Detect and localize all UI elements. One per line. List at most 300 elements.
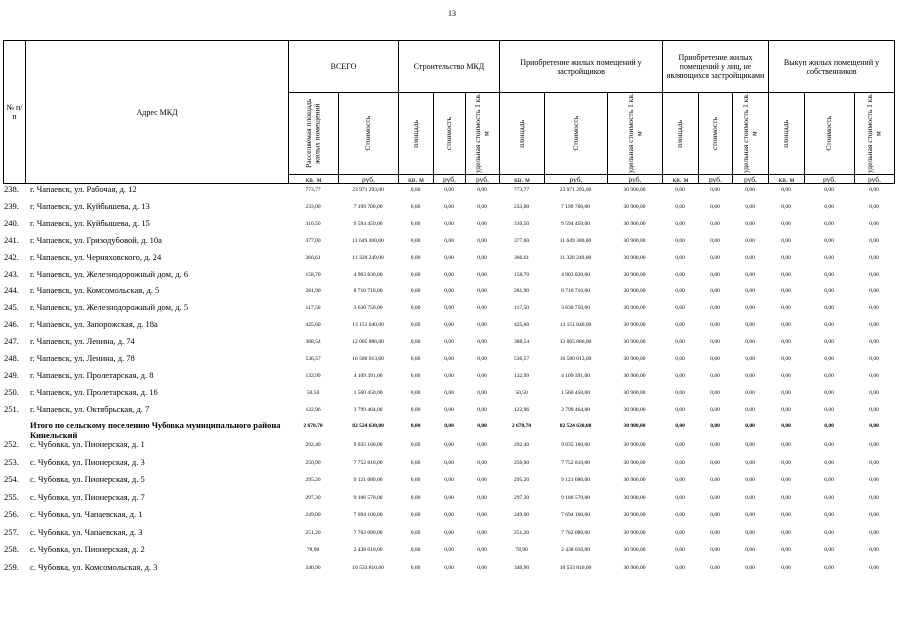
row-value: 0,00	[745, 512, 755, 518]
row-value: 251,20	[305, 529, 321, 536]
row-value: 0,00	[869, 372, 879, 379]
row-value: 0,00	[710, 254, 720, 261]
row-number: 253.	[4, 456, 19, 467]
row-value: 30 900,00	[623, 339, 646, 346]
row-value: 0,00	[824, 254, 834, 261]
row-value: 0,00	[745, 529, 755, 536]
row-address: с. Чубовка, ул. Чапаевская, д. 1	[30, 509, 143, 519]
row-value: 9 035 160,00	[353, 442, 383, 448]
row-value: 7 694 100,00	[561, 512, 590, 518]
row-value: 0,00	[710, 459, 720, 466]
row-value: 0,00	[675, 339, 685, 346]
row-value: 0,00	[410, 564, 421, 571]
subheader-label: площадь	[675, 119, 685, 148]
row-value: 0,00	[745, 254, 755, 261]
subheader-label: стоимость	[444, 117, 454, 150]
row-value: 12 005 886,00	[559, 339, 592, 346]
row-number: 258.	[4, 544, 19, 554]
table-row	[0, 334, 905, 351]
row-value: 377,00	[305, 237, 321, 244]
row-value: 377,00	[513, 237, 530, 244]
row-value: 0,00	[824, 288, 834, 295]
row-value: 0,00	[710, 322, 720, 329]
row-value: 4 109 391,00	[561, 372, 590, 379]
row-value: 0,00	[675, 356, 685, 362]
row-address: г. Чапаевск, ул. Гризодубовой, д. 10а	[30, 234, 162, 245]
row-value: 0,00	[869, 494, 879, 501]
total-value: 82 524 630,00	[352, 423, 384, 429]
table-row	[0, 216, 905, 233]
row-value: 0,00	[710, 220, 720, 227]
row-value: 30 900,00	[623, 477, 646, 483]
row-number: 257.	[4, 526, 19, 537]
subheader-2	[399, 93, 434, 175]
unit-cell: кв. м	[399, 175, 434, 184]
row-number: 256.	[4, 509, 19, 519]
row-value: 366,61	[513, 254, 530, 261]
row-value: 132,99	[513, 372, 530, 379]
row-value: 50,50	[515, 389, 528, 396]
unit-cell: руб.	[545, 175, 608, 184]
row-value: 0,00	[824, 187, 834, 193]
subheader-4	[466, 93, 500, 175]
row-value: 78,90	[306, 547, 320, 553]
row-value: 0,00	[869, 271, 879, 278]
subheader-label: площадь	[516, 119, 526, 148]
row-value: 0,00	[869, 187, 879, 193]
row-value: 0,00	[410, 203, 421, 210]
row-value: 30 900,00	[623, 494, 646, 501]
row-value: 0,00	[410, 356, 421, 362]
row-address: г. Чапаевск, ул. Рабочая, д. 12	[30, 184, 137, 194]
row-address: г. Чапаевск, ул. Октябрьская, д. 7	[30, 403, 150, 414]
row-value: 233,00	[305, 203, 321, 210]
row-value: 0,00	[710, 288, 720, 295]
subheader-label: удельная стоимость 1 кв. м	[625, 93, 643, 174]
row-value: 0,00	[869, 356, 879, 362]
row-number: 241.	[4, 234, 19, 245]
row-value: 340,90	[305, 564, 321, 571]
row-value: 0,00	[745, 305, 755, 312]
subheader-7	[608, 93, 663, 175]
row-value: 0,00	[410, 459, 421, 466]
row-value: 23 971 293,00	[559, 187, 592, 193]
row-value: 0,00	[824, 406, 834, 413]
row-value: 0,00	[410, 372, 421, 379]
row-number: 251.	[4, 403, 19, 414]
row-value: 0,00	[824, 339, 834, 346]
row-value: 9 594 450,00	[561, 220, 590, 227]
row-value: 0,00	[477, 254, 487, 261]
row-value: 12 005 886,00	[352, 339, 384, 346]
row-value: 251,20	[513, 529, 530, 536]
total-value: 82 524 630,00	[559, 423, 592, 429]
row-value: 11 649 300,00	[559, 237, 592, 244]
row-address: г. Чапаевск, ул. Куйбышева, д. 13	[30, 200, 150, 211]
subheader-label: площадь	[781, 119, 791, 148]
row-value: 0,00	[444, 389, 454, 396]
row-value: 7 762 080,00	[353, 529, 383, 536]
row-number: 246.	[4, 319, 19, 330]
subheader-label: удельная стоимость 1 кв. м	[741, 93, 759, 174]
row-value: 30 900,00	[623, 406, 646, 413]
row-value: 0,00	[781, 442, 791, 448]
unit-cell: руб.	[699, 175, 733, 184]
row-value: 0,00	[410, 529, 421, 536]
row-value: 0,00	[745, 322, 755, 329]
row-value: 295,20	[305, 477, 321, 483]
unit-cell: руб.	[466, 175, 500, 184]
total-value: 0,00	[444, 423, 454, 429]
row-value: 292,40	[305, 442, 321, 448]
row-number: 243.	[4, 268, 19, 279]
table-row	[0, 402, 905, 419]
row-value: 158,70	[513, 271, 530, 278]
row-value: 3 799 464,00	[561, 406, 590, 413]
row-value: 425,60	[513, 322, 530, 329]
row-value: 0,00	[675, 442, 685, 448]
row-value: 425,60	[305, 322, 321, 329]
row-value: 122,96	[513, 406, 530, 413]
total-value: 30 900,00	[623, 423, 646, 429]
row-value: 9 035 160,00	[561, 442, 590, 448]
row-value: 0,00	[745, 494, 755, 501]
total-value: 0,00	[781, 423, 791, 429]
row-value: 0,00	[477, 459, 487, 466]
unit-cell: кв. м	[500, 175, 545, 184]
row-value: 0,00	[477, 322, 487, 329]
subheader-label: площадь	[410, 119, 420, 148]
row-value: 310,50	[305, 220, 321, 227]
row-value: 0,00	[781, 356, 791, 362]
row-number: 254.	[4, 474, 19, 484]
row-value: 0,00	[745, 459, 755, 466]
row-value: 0,00	[675, 305, 685, 312]
row-value: 10 533 810,00	[559, 564, 592, 571]
row-value: 0,00	[824, 220, 834, 227]
unit-cell: руб.	[805, 175, 855, 184]
row-value: 0,00	[444, 254, 454, 261]
row-value: 0,00	[477, 529, 487, 536]
table-row	[0, 317, 905, 334]
row-value: 0,00	[477, 305, 487, 312]
table-row	[0, 507, 905, 524]
row-value: 0,00	[675, 547, 685, 553]
row-value: 0,00	[869, 406, 879, 413]
row-value: 0,00	[781, 288, 791, 295]
row-number: 247.	[4, 336, 19, 347]
row-value: 0,00	[444, 529, 454, 536]
row-address: с. Чубовка, ул. Пионерская, д. 5	[30, 474, 145, 484]
row-value: 0,00	[745, 356, 755, 362]
row-value: 0,00	[869, 220, 879, 227]
row-number: 244.	[4, 285, 19, 296]
row-value: 536,57	[513, 356, 530, 362]
row-value: 0,00	[444, 442, 454, 448]
row-number: 248.	[4, 353, 19, 363]
row-value: 0,00	[444, 547, 454, 553]
table-row	[0, 385, 905, 402]
row-value: 9 594 450,00	[353, 220, 383, 227]
row-value: 0,00	[444, 564, 454, 571]
row-value: 0,00	[477, 512, 487, 518]
row-value: 0,00	[410, 271, 421, 278]
row-value: 122,96	[305, 406, 321, 413]
row-value: 0,00	[444, 322, 454, 329]
row-address: с. Чубовка, ул. Пионерская, д. 1	[30, 439, 145, 449]
row-value: 0,00	[444, 237, 454, 244]
row-value: 0,00	[745, 477, 755, 483]
row-value: 0,00	[477, 203, 487, 210]
subheader-11	[769, 93, 805, 175]
row-value: 0,00	[710, 512, 720, 518]
row-value: 0,00	[675, 271, 685, 278]
total-value: 2 670,70	[511, 423, 532, 429]
group-construction: Строительство МКД	[399, 41, 500, 93]
row-value: 0,00	[710, 339, 720, 346]
row-value: 0,00	[824, 305, 834, 312]
row-address: г. Чапаевск, ул. Пролетарская, д. 8	[30, 369, 154, 380]
row-value: 0,00	[444, 406, 454, 413]
row-value: 0,00	[781, 237, 791, 244]
table-row	[0, 182, 905, 199]
row-value: 0,00	[824, 477, 834, 483]
row-value: 30 900,00	[623, 187, 646, 193]
total-value: 0,00	[710, 423, 720, 429]
subheader-13	[855, 93, 895, 175]
row-value: 30 900,00	[623, 389, 646, 396]
row-number: 249.	[4, 369, 19, 380]
row-value: 0,00	[824, 529, 834, 536]
row-value: 9 186 570,00	[353, 494, 383, 501]
row-value: 0,00	[869, 322, 879, 329]
row-value: 0,00	[410, 254, 421, 261]
row-value: 0,00	[781, 322, 791, 329]
row-number: 242.	[4, 251, 19, 262]
row-value: 0,00	[781, 564, 791, 571]
row-value: 0,00	[781, 389, 791, 396]
total-value: 0,00	[869, 423, 879, 429]
row-value: 0,00	[745, 564, 755, 571]
row-value: 30 900,00	[623, 305, 646, 312]
row-value: 0,00	[710, 529, 720, 536]
unit-cell: руб.	[434, 175, 466, 184]
row-value: 0,00	[824, 237, 834, 244]
table-row	[0, 267, 905, 284]
row-value: 0,00	[745, 271, 755, 278]
row-value: 0,00	[824, 547, 834, 553]
row-value: 3 799 464,00	[353, 406, 383, 413]
row-value: 0,00	[781, 187, 791, 193]
header-no: № п/п	[4, 41, 26, 184]
row-value: 30 900,00	[623, 203, 646, 210]
row-address: с. Чубовка, ул. Чапаевская, д. 3	[30, 526, 143, 537]
row-value: 388,54	[305, 339, 321, 346]
row-value: 0,00	[444, 271, 454, 278]
row-value: 30 900,00	[623, 220, 646, 227]
row-value: 281,90	[513, 288, 530, 295]
row-value: 7 752 810,00	[353, 459, 383, 466]
row-value: 4 109 391,00	[353, 372, 383, 379]
row-value: 3 630 750,00	[353, 305, 383, 312]
table-row	[0, 351, 905, 368]
row-value: 0,00	[710, 271, 720, 278]
subheader-label: Стоимость	[570, 116, 580, 151]
row-value: 13 151 040,00	[352, 322, 384, 329]
row-value: 0,00	[444, 187, 454, 193]
subheader-10	[733, 93, 769, 175]
table-row	[0, 525, 905, 542]
row-value: 0,00	[477, 389, 487, 396]
row-value: 11 649 300,00	[352, 237, 384, 244]
row-value: 3 630 750,00	[561, 305, 590, 312]
row-value: 7 752 810,00	[561, 459, 590, 466]
row-value: 250,90	[305, 459, 321, 466]
row-value: 0,00	[675, 220, 685, 227]
page-number: 13	[448, 9, 456, 18]
unit-cell: руб.	[855, 175, 895, 184]
row-value: 132,99	[305, 372, 321, 379]
row-value: 0,00	[675, 459, 685, 466]
row-value: 0,00	[410, 288, 421, 295]
total-value: 0,00	[824, 423, 834, 429]
row-value: 0,00	[710, 305, 720, 312]
row-value: 250,90	[513, 459, 530, 466]
row-value: 773,77	[513, 187, 530, 193]
unit-cell: руб.	[733, 175, 769, 184]
row-value: 0,00	[675, 477, 685, 483]
row-value: 0,00	[781, 254, 791, 261]
row-value: 281,90	[305, 288, 321, 295]
table-row	[0, 490, 905, 507]
row-value: 0,00	[675, 512, 685, 518]
row-value: 0,00	[781, 459, 791, 466]
row-value: 2 438 010,00	[353, 547, 383, 553]
row-value: 0,00	[869, 547, 879, 553]
row-value: 0,00	[824, 442, 834, 448]
row-value: 30 900,00	[623, 237, 646, 244]
row-value: 13 151 040,00	[559, 322, 592, 329]
row-address: г. Чапаевск, ул. Комсомольская, д. 5	[30, 285, 160, 296]
row-value: 0,00	[410, 237, 421, 244]
row-value: 0,00	[710, 442, 720, 448]
table-row	[0, 455, 905, 472]
row-address: с. Чубовка, ул. Пионерская, д. 3	[30, 456, 145, 467]
row-value: 0,00	[869, 254, 879, 261]
row-value: 0,00	[781, 271, 791, 278]
row-value: 30 900,00	[623, 356, 646, 362]
row-value: 773,77	[305, 187, 321, 193]
subheader-0	[289, 93, 339, 175]
row-value: 0,00	[781, 477, 791, 483]
row-number: 255.	[4, 491, 19, 502]
group-total: ВСЕГО	[289, 41, 399, 93]
row-value: 0,00	[710, 406, 720, 413]
row-value: 0,00	[745, 237, 755, 244]
subheader-1	[339, 93, 399, 175]
unit-cell: кв. м	[663, 175, 699, 184]
row-address: г. Чапаевск, ул. Черняховского, д. 24	[30, 251, 162, 262]
row-address: с. Чубовка, ул. Пионерская, д. 7	[30, 491, 145, 502]
row-value: 366,61	[305, 254, 321, 261]
table-row	[0, 368, 905, 385]
row-value: 297,30	[513, 494, 530, 501]
row-value: 0,00	[745, 442, 755, 448]
row-value: 0,00	[675, 406, 685, 413]
row-number: 252.	[4, 439, 19, 449]
row-value: 0,00	[477, 477, 487, 483]
row-value: 0,00	[869, 564, 879, 571]
subheader-label: стоимость	[710, 117, 720, 150]
row-value: 0,00	[781, 406, 791, 413]
row-value: 30 900,00	[623, 547, 646, 553]
row-value: 0,00	[869, 203, 879, 210]
table-header	[3, 40, 895, 184]
row-value: 0,00	[710, 237, 720, 244]
row-value: 0,00	[477, 564, 487, 571]
row-value: 0,00	[824, 271, 834, 278]
row-value: 30 900,00	[623, 322, 646, 329]
row-value: 0,00	[745, 288, 755, 295]
row-value: 0,00	[710, 547, 720, 553]
row-address: г. Чапаевск, ул. Пролетарская, д. 16	[30, 386, 158, 397]
row-value: 0,00	[675, 254, 685, 261]
row-value: 0,00	[781, 305, 791, 312]
total-value: 0,00	[745, 423, 755, 429]
row-value: 0,00	[477, 372, 487, 379]
row-value: 0,00	[477, 237, 487, 244]
row-address: с. Чубовка, ул. Комсомольская, д. 3	[30, 561, 158, 572]
row-value: 0,00	[410, 494, 421, 501]
row-value: 9 121 680,00	[353, 477, 383, 483]
subheader-label: удельная стоимость 1 кв. м	[865, 93, 883, 174]
row-value: 0,00	[477, 547, 487, 553]
row-value: 0,00	[410, 442, 421, 448]
row-value: 0,00	[444, 512, 454, 518]
row-value: 297,30	[305, 494, 321, 501]
total-value: 0,00	[477, 423, 487, 429]
subheader-6	[545, 93, 608, 175]
row-value: 0,00	[477, 442, 487, 448]
row-value: 0,00	[824, 372, 834, 379]
unit-cell: руб.	[608, 175, 663, 184]
row-value: 0,00	[410, 339, 421, 346]
row-value: 0,00	[824, 494, 834, 501]
row-value: 0,00	[781, 512, 791, 518]
row-value: 0,00	[675, 203, 685, 210]
table-row	[0, 250, 905, 267]
row-address: г. Чапаевск, ул. Куйбышева, д. 15	[30, 217, 150, 228]
row-value: 0,00	[410, 187, 421, 193]
row-address: г. Чапаевск, ул. Ленина, д. 78	[30, 353, 135, 363]
row-value: 0,00	[710, 564, 720, 571]
row-value: 0,00	[444, 339, 454, 346]
row-value: 78,90	[515, 547, 528, 553]
row-value: 30 900,00	[623, 372, 646, 379]
total-value: 0,00	[410, 423, 421, 429]
row-value: 7 694 100,00	[353, 512, 383, 518]
row-value: 0,00	[410, 305, 421, 312]
row-address: г. Чапаевск, ул. Ленина, д. 74	[30, 336, 135, 347]
row-value: 50,50	[306, 389, 320, 396]
row-value: 0,00	[477, 339, 487, 346]
row-number: 239.	[4, 200, 19, 211]
row-value: 0,00	[477, 494, 487, 501]
row-value: 292,40	[513, 442, 530, 448]
row-value: 0,00	[477, 187, 487, 193]
row-value: 1 560 450,00	[561, 389, 590, 396]
row-value: 11 328 249,00	[559, 254, 592, 261]
